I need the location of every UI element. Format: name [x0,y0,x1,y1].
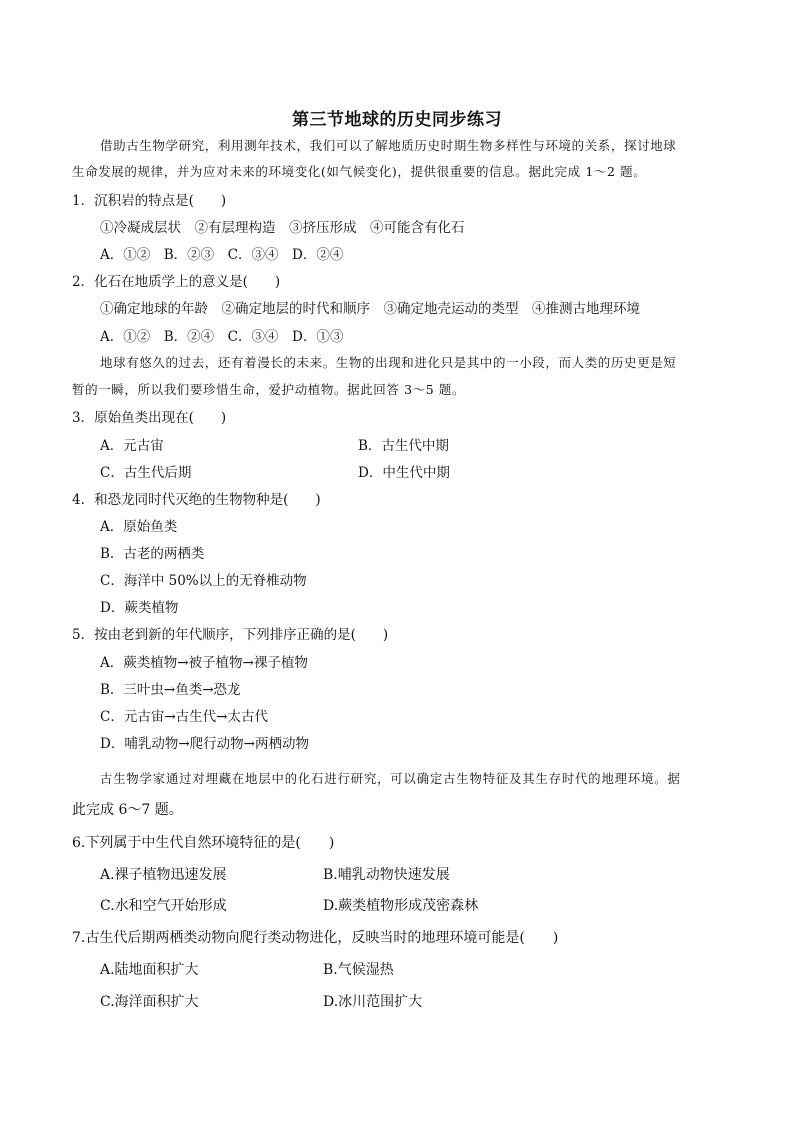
intro-3-line-2: 此完成 6～7 题。 [72,802,183,818]
question-1-options: A．①② B．②③ C．③④ D．②④ [100,247,344,263]
question-3-option-a: A．元古宙 [100,438,164,454]
question-4-option-c: C．海洋中 50%以上的无脊椎动物 [100,573,307,589]
question-3-option-c: C．古生代后期 [100,465,192,481]
question-7-option-a: A.陆地面积扩大 [100,962,199,978]
question-6-stem: 6.下列属于中生代自然环境特征的是( ) [72,835,335,851]
intro-1-line-1: 借助古生物学研究，利用测年技术，我们可以了解地质历史时期生物多样性与环境的关系，探讨地球 [100,138,677,153]
page-title: 第三节地球的历史同步练习 [292,110,502,130]
intro-1-line-2: 生命发展的规律，并为应对未来的环境变化(如气候变化)，提供很重要的信息。据此完成 1～2 题。 [72,164,647,179]
question-7-option-c: C.海洋面积扩大 [100,994,199,1010]
question-4-option-b: B．古老的两栖类 [100,546,205,562]
question-4-option-d: D．蕨类植物 [100,600,179,616]
question-5-option-c: C．元古宙→古生代→太古代 [100,709,268,725]
question-4-stem: 4．和恐龙同时代灭绝的生物物种是( ) [72,492,321,508]
question-6-option-a: A.裸子植物迅速发展 [100,867,227,883]
question-6-option-b: B.哺乳动物快速发展 [323,867,450,883]
question-3-option-d: D．中生代中期 [358,465,450,481]
question-2-items: ①确定地球的年龄 ②确定地层的时代和顺序 ③确定地壳运动的类型 ④推测古地理环境 [100,301,640,317]
question-5-stem: 5．按由老到新的年代顺序，下列排序正确的是( ) [72,627,389,643]
question-1-stem: 1．沉积岩的特点是( ) [72,193,227,209]
question-2-stem: 2．化石在地质学上的意义是( ) [72,274,281,290]
question-2-options: A．①② B．②④ C．③④ D．①③ [100,329,344,345]
intro-3-line-1: 古生物学家通过对埋藏在地层中的化石进行研究，可以确定古生物特征及其生存时代的地理环境。据 [100,772,681,786]
question-6-option-c: C.水和空气开始形成 [100,898,227,914]
question-5-option-a: A．蕨类植物→被子植物→裸子植物 [100,655,308,671]
intro-2-line-1: 地球有悠久的过去，还有着漫长的未来。生物的出现和进化只是其中的一小段，而人类的历史更是短 [100,355,677,370]
question-7-option-b: B.气候湿热 [323,962,394,978]
intro-2-line-2: 暂的一瞬，所以我们要珍惜生命，爱护动植物。据此回答 3～5 题。 [72,382,466,397]
question-1-items: ①冷凝成层状 ②有层理构造 ③挤压形成 ④可能含有化石 [100,220,465,236]
question-7-stem: 7.古生代后期两栖类动物向爬行类动物进化，反映当时的地理环境可能是( ) [72,930,559,946]
question-5-option-d: D．哺乳动物→爬行动物→两栖动物 [100,736,309,752]
question-5-option-b: B．三叶虫→鱼类→恐龙 [100,682,241,698]
question-6-option-d: D.蕨类植物形成茂密森林 [323,898,479,914]
question-4-option-a: A．原始鱼类 [100,519,178,535]
question-7-option-d: D.冰川范围扩大 [323,994,423,1010]
question-3-stem: 3．原始鱼类出现在( ) [72,410,227,426]
question-3-option-b: B．古生代中期 [358,438,449,454]
